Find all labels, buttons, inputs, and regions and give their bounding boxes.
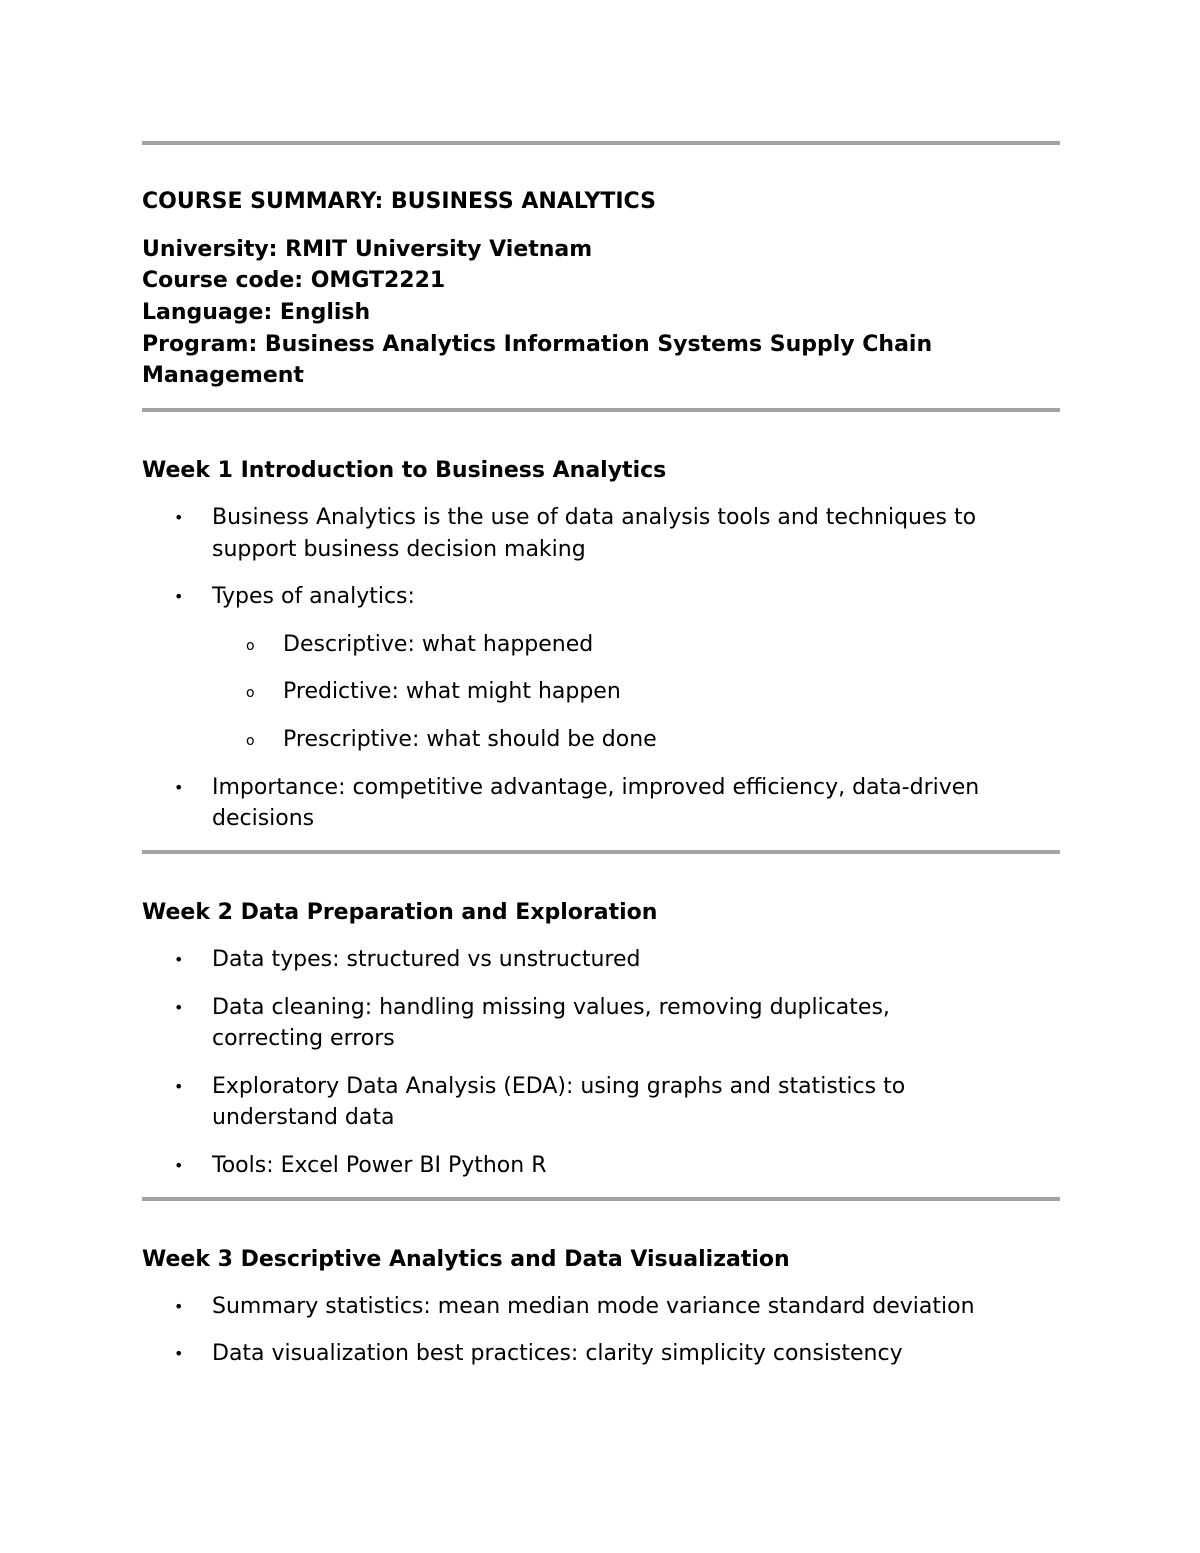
list-item: Exploratory Data Analysis (EDA): using graphs and statistics to — [212, 1074, 906, 1099]
list-item: Data types: structured vs unstructured — [212, 947, 641, 972]
week-1-heading: Week 1 Introduction to Business Analytics — [142, 458, 667, 483]
sub-list-item: Descriptive: what happened — [283, 632, 594, 657]
week-3-heading: Week 3 Descriptive Analytics and Data Visualization — [142, 1247, 790, 1272]
bullet-icon: • — [174, 778, 184, 797]
list-item-continued: support business decision making — [212, 537, 586, 562]
horizontal-rule — [142, 408, 1060, 412]
sub-bullet-icon: o — [246, 733, 255, 749]
bullet-icon: • — [174, 1156, 184, 1175]
horizontal-rule — [142, 850, 1060, 854]
program-line-continued: Management — [142, 363, 304, 388]
document-title: COURSE SUMMARY: BUSINESS ANALYTICS — [142, 189, 656, 214]
bullet-icon: • — [174, 950, 184, 969]
list-item-continued: decisions — [212, 806, 315, 831]
list-item: Data visualization best practices: clarity simplicity consistency — [212, 1341, 903, 1366]
list-item-continued: understand data — [212, 1105, 395, 1130]
sub-bullet-icon: o — [246, 685, 255, 701]
bullet-icon: • — [174, 998, 184, 1017]
bullet-icon: • — [174, 1077, 184, 1096]
bullet-icon: • — [174, 508, 184, 527]
list-item: Importance: competitive advantage, improved efficiency, data-driven — [212, 775, 980, 800]
sub-list-item: Predictive: what might happen — [283, 679, 621, 704]
list-item: Tools: Excel Power BI Python R — [212, 1153, 547, 1178]
program-line: Program: Business Analytics Information Systems Supply Chain — [142, 332, 933, 357]
bullet-icon: • — [174, 587, 184, 606]
list-item: Types of analytics: — [212, 584, 415, 609]
list-item-continued: correcting errors — [212, 1026, 395, 1051]
horizontal-rule — [142, 141, 1060, 145]
bullet-icon: • — [174, 1297, 184, 1316]
course-code-line: Course code: OMGT2221 — [142, 268, 446, 293]
sub-list-item: Prescriptive: what should be done — [283, 727, 657, 752]
sub-bullet-icon: o — [246, 638, 255, 654]
horizontal-rule — [142, 1197, 1060, 1201]
week-2-heading: Week 2 Data Preparation and Exploration — [142, 900, 658, 925]
university-line: University: RMIT University Vietnam — [142, 237, 593, 262]
bullet-icon: • — [174, 1344, 184, 1363]
list-item: Data cleaning: handling missing values, removing duplicates, — [212, 995, 890, 1020]
language-line: Language: English — [142, 300, 371, 325]
list-item: Summary statistics: mean median mode variance standard deviation — [212, 1294, 975, 1319]
list-item: Business Analytics is the use of data analysis tools and techniques to — [212, 505, 977, 530]
